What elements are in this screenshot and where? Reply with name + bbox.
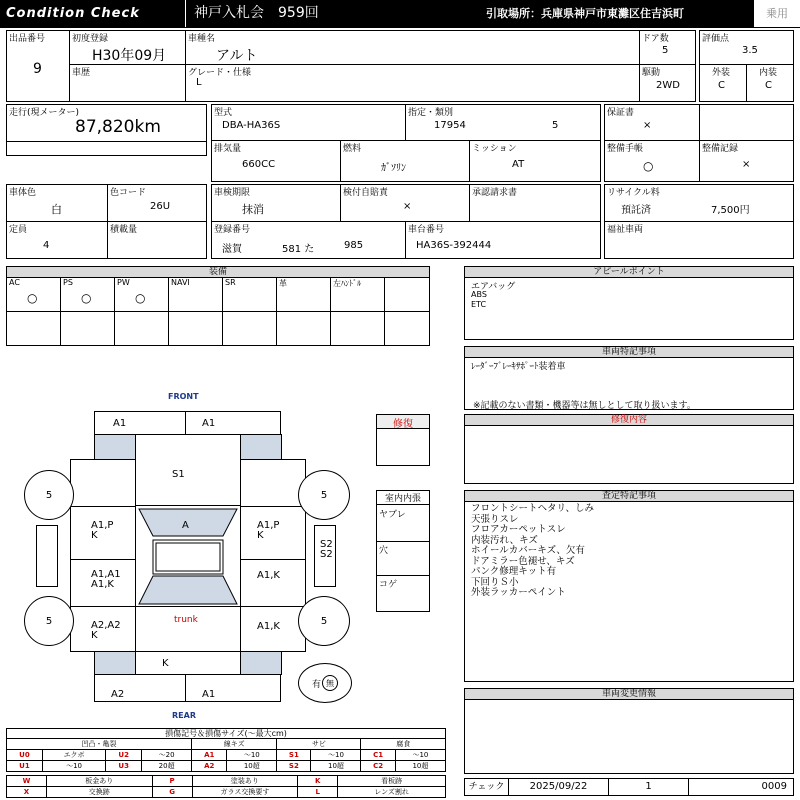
legend-group-dent: 凹凸・亀裂 [7, 739, 192, 750]
legend-desc: 20超 [142, 761, 192, 772]
warranty-value: × [643, 120, 652, 131]
history-label: 車歴 [72, 68, 91, 78]
equipment-cell [169, 278, 223, 311]
welfare-box [604, 221, 794, 259]
load-label: 積載量 [110, 225, 138, 235]
legend-code: L [298, 787, 338, 798]
exterior-box [699, 64, 747, 102]
first-reg-box [69, 30, 186, 65]
legend-row-1 [7, 750, 446, 761]
left-front-door-code-2: K [91, 530, 98, 541]
capacity-label: 定員 [9, 225, 28, 235]
equipment-blank-cell [7, 312, 61, 345]
recycle-status: 預託済 [621, 205, 651, 216]
doors-box [639, 30, 696, 65]
lot-box [6, 30, 70, 102]
interior-divider-2 [377, 575, 429, 576]
fuel-value: ｶﾞｿﾘﾝ [381, 163, 406, 174]
legend-group-rust: サビ [277, 739, 361, 750]
legend-desc: エクボ [42, 750, 105, 761]
right-front-door-code-2: K [257, 530, 264, 541]
rear-bumper-right-code: A1 [202, 689, 216, 700]
color-label: 車体色 [9, 188, 37, 198]
legend-code: K [298, 776, 338, 787]
equipment-cell [115, 278, 169, 311]
interior-item-burn: コゲ [379, 580, 398, 590]
trunk-label: trunk [174, 615, 198, 625]
front-bumper-right-code: A1 [202, 418, 216, 429]
appeal-line-3: ETC [471, 300, 487, 309]
left-front-panel [70, 459, 136, 507]
left-front-door [70, 506, 136, 560]
equipment-label: AC [9, 278, 20, 287]
inspection-notes-panel [464, 490, 794, 682]
lot-number: 9 [33, 61, 42, 77]
car-diagram [0, 385, 370, 725]
lot-label: 出品番号 [9, 34, 46, 44]
mileage-value: 87,820km [75, 117, 161, 137]
legend-desc: 看板跡 [338, 776, 446, 787]
interior-title: 室内内張 [377, 491, 429, 505]
legend-desc: 交換跡 [46, 787, 152, 798]
check-number: 0009 [761, 781, 787, 792]
check-count: 1 [609, 779, 689, 795]
cabin [135, 505, 241, 607]
chassis-box [405, 221, 601, 259]
repair-content-panel [464, 414, 794, 484]
interior-divider-1 [377, 541, 429, 542]
equipment-blank-cell [331, 312, 385, 345]
doors-label: ドア数 [642, 34, 669, 44]
tire-front-right: 5 [298, 470, 350, 520]
legend-row-2 [7, 761, 446, 772]
legend-desc: 板金あり [46, 776, 152, 787]
doors-value: 5 [662, 45, 669, 56]
rear-panel-code: K [162, 658, 169, 669]
tire-front-left: 5 [24, 470, 74, 520]
manual-box [604, 140, 700, 182]
inspection-note-line: ドアミラー色褪せ、キズ [471, 555, 575, 567]
roof [153, 540, 223, 574]
plate-label: 登録番号 [214, 225, 251, 235]
equipment-blank-cell [277, 312, 331, 345]
exterior-label: 外装 [712, 68, 731, 78]
roof-side-code-2: S2 [320, 549, 333, 560]
score-label: 評価点 [702, 34, 730, 44]
recycle-fee: 7,500円 [711, 205, 750, 216]
inspection-note-line: フロアカーペットスレ [471, 524, 566, 535]
rear-glass [139, 576, 237, 604]
left-rear-door [70, 559, 136, 607]
legend-code: S1 [277, 750, 311, 761]
legend-desc: ～10 [311, 750, 361, 761]
plate-box [211, 221, 406, 259]
designation-label: 指定・類別 [408, 108, 454, 118]
repair-box-title: 修復 [377, 415, 429, 429]
front-bumper-left-code: A1 [113, 418, 127, 429]
interior-grade-label: 内装 [759, 68, 778, 78]
equipment-cell [331, 278, 385, 311]
legend-row-3 [7, 776, 446, 787]
repair-box [376, 414, 430, 466]
auction-title: 神戸入札会 959回 [186, 0, 466, 27]
front-bumper-left [94, 411, 186, 435]
right-rear-door-code: A1,K [257, 570, 280, 581]
fuel-box [340, 140, 470, 182]
inspection-value: 抹消 [242, 203, 264, 216]
displacement-label: 排気量 [214, 144, 242, 154]
type-value: DBA-HA36S [222, 120, 281, 131]
front-bumper-right [185, 411, 281, 435]
legend-code: W [7, 776, 47, 787]
equipment-value: ○ [27, 291, 38, 305]
trunk-lid [135, 606, 241, 652]
right-front-door [240, 506, 306, 560]
model-name-box [185, 30, 640, 65]
maintenance-value: × [742, 159, 751, 170]
chassis-label: 車台番号 [408, 225, 445, 235]
pickup-location: 引取場所：兵庫県神戸市東灘区住吉浜町 [466, 0, 754, 27]
plate-class: 581 た [282, 244, 315, 255]
approval-box [469, 184, 601, 222]
maintenance-box [699, 140, 794, 182]
left-quarter-code-2: K [91, 630, 98, 641]
inspection-notes-list [471, 504, 594, 599]
grade-value: L [196, 77, 202, 88]
left-headlight [95, 435, 135, 459]
color-code-label: 色コード [110, 188, 147, 198]
equipment-blank-cell [169, 312, 223, 345]
right-quarter [240, 606, 306, 652]
legend-group-row [7, 739, 446, 750]
windshield-code: A [182, 520, 189, 531]
equipment-row-blank [7, 312, 429, 345]
approval-label: 承認請求書 [472, 188, 518, 198]
color-code-box [107, 184, 207, 222]
equipment-cell [277, 278, 331, 311]
score-value: 3.5 [742, 45, 758, 56]
welfare-label: 福祉車両 [607, 225, 644, 235]
equipment-panel [6, 266, 430, 346]
interior-panel [376, 490, 430, 612]
legend-desc: 10超 [395, 761, 445, 772]
appeal-line-1: エアバッグ [471, 282, 516, 292]
class-value: 5 [552, 120, 559, 131]
equipment-blank-cell [223, 312, 277, 345]
interior-grade-box [746, 64, 794, 102]
color-box [6, 184, 108, 222]
first-reg-label: 初度登録 [72, 34, 109, 44]
equipment-blank-cell [115, 312, 169, 345]
equipment-title: 装備 [7, 267, 429, 278]
interior-grade-value: C [765, 80, 772, 91]
left-front-door-code: A1,P [91, 520, 114, 531]
spare-tire-symbol: 無 [322, 675, 338, 691]
left-quarter [70, 606, 136, 652]
change-info-panel [464, 688, 794, 774]
equipment-label: SR [225, 278, 236, 287]
legend-title: 損傷記号＆損傷サイズ(～最大cm) [6, 728, 446, 738]
manual-value: ○ [643, 159, 654, 173]
tire-rear-left: 5 [24, 596, 74, 646]
legend-code: X [7, 787, 47, 798]
inspection-label: 車検期限 [214, 188, 251, 198]
drive-value: 2WD [656, 80, 680, 91]
legend-code: A1 [192, 750, 227, 761]
check-row [464, 778, 794, 796]
legend-code: C2 [361, 761, 395, 772]
mission-label: ミッション [472, 144, 517, 154]
equipment-cell [61, 278, 115, 311]
left-taillight [95, 652, 135, 674]
check-label: チェック [465, 779, 509, 795]
mission-box [469, 140, 601, 182]
inspection-note-line: 下回りＳ小 [471, 576, 519, 588]
equipment-label: NAVI [171, 278, 190, 287]
load-box [107, 221, 207, 259]
mileage-box [6, 104, 207, 156]
mileage-label: 走行(現メーター) [9, 108, 80, 118]
legend-desc: レンズ割れ [338, 787, 446, 798]
special-notes-disclaimer: ※記載のない書類・機器等は無しとして取り扱います。 [473, 401, 696, 411]
fuel-label: 燃料 [343, 144, 362, 154]
equipment-label: 左ﾊﾝﾄﾞﾙ [333, 279, 361, 288]
mileage-divider [7, 141, 206, 142]
legend-group-corrosion: 腐食 [361, 739, 446, 750]
legend-desc: ～10 [42, 761, 105, 772]
rear-bumper-right [185, 674, 281, 702]
special-notes-title: 車両特記事項 [465, 347, 793, 358]
legend-desc: ～10 [395, 750, 445, 761]
exterior-value: C [718, 80, 725, 91]
warranty-box [604, 104, 700, 141]
legend-code: S2 [277, 761, 311, 772]
right-taillight [241, 652, 281, 674]
chassis-value: HA36S-392444 [416, 240, 492, 251]
legend-group-scratch: 線キズ [192, 739, 277, 750]
left-sill [36, 525, 58, 587]
legend-desc: ～10 [227, 750, 277, 761]
rear-bumper-left [94, 674, 186, 702]
right-front-panel [240, 459, 306, 507]
legend-desc: ～20 [142, 750, 192, 761]
legend-desc: ガラス交換要す [192, 787, 298, 798]
appeal-panel [464, 266, 794, 340]
legend-table-2 [6, 775, 446, 798]
legend-table [6, 738, 446, 772]
legend-desc: 10超 [227, 761, 277, 772]
legend-desc: 塗装あり [192, 776, 298, 787]
appeal-title: アピールポイント [465, 267, 793, 278]
spare-tire [298, 663, 352, 703]
spare-tire-label: 有 [311, 679, 321, 690]
header-bar [0, 0, 800, 28]
equipment-cell [223, 278, 277, 311]
designation-box [405, 104, 601, 141]
rear-panel [135, 651, 241, 675]
inspection-note-line: パンク修理キット有 [471, 566, 557, 577]
change-info-title: 車両変更情報 [465, 689, 793, 700]
left-quarter-code: A2,A2 [91, 620, 121, 631]
legend-code: U0 [7, 750, 43, 761]
model-name-value: アルト [216, 48, 258, 64]
check-date: 2025/09/22 [509, 779, 609, 795]
plate-number: 985 [344, 240, 364, 251]
color-code-value: 26U [150, 201, 171, 212]
inspection-note-line: フロントシートヘタリ、しみ [471, 503, 595, 514]
right-quarter-code: A1,K [257, 621, 280, 632]
roof-side-code: S2 [320, 539, 333, 550]
inspection-box [211, 184, 341, 222]
right-sill [314, 525, 336, 587]
plate-region: 滋賀 [222, 244, 242, 255]
right-rear-door [240, 559, 306, 607]
right-headlight [241, 435, 281, 459]
history-box [69, 64, 186, 102]
maintenance-label: 整備記録 [702, 144, 739, 154]
drive-label: 駆動 [642, 68, 661, 78]
insurance-value: × [403, 201, 412, 212]
interior-item-hole: 穴 [379, 546, 389, 556]
legend-code: U1 [7, 761, 43, 772]
special-notes-panel [464, 346, 794, 410]
left-rear-door-code: A1,A1 [91, 569, 121, 580]
legend-code: G [152, 787, 192, 798]
warranty-blank-box [699, 104, 794, 141]
grade-label: グレード・仕様 [188, 68, 252, 78]
displacement-value: 660CC [242, 159, 276, 170]
legend-row-4 [7, 787, 446, 798]
special-notes-line: ﾚｰﾀﾞｰﾌﾞﾚｰｷｻﾎﾟｰﾄ装着車 [471, 362, 566, 372]
inspection-note-line: ホイールカバーキズ、欠有 [471, 545, 585, 556]
score-box [699, 30, 794, 65]
inspection-note-line: 天張りスレ [471, 513, 519, 525]
capacity-value: 4 [43, 240, 50, 251]
hood-code: S1 [172, 469, 185, 480]
legend-code: C1 [361, 750, 395, 761]
equipment-row [7, 278, 429, 312]
type-box [211, 104, 406, 141]
equipment-cell [7, 278, 61, 311]
recycle-box [604, 184, 794, 222]
inspection-note-line: 内装汚れ、キズ [471, 534, 538, 546]
equipment-blank-cell [61, 312, 115, 345]
grade-box [185, 64, 640, 102]
repair-content-title: 修復内容 [465, 415, 793, 426]
equipment-label: PW [117, 278, 130, 287]
appeal-line-2: ABS [471, 290, 487, 299]
capacity-box [6, 221, 108, 259]
displacement-box [211, 140, 341, 182]
legend-code: P [152, 776, 192, 787]
color-value: 白 [51, 203, 62, 216]
designation-value: 17954 [434, 120, 466, 131]
legend-code: U3 [106, 761, 142, 772]
type-label: 型式 [214, 108, 233, 118]
equipment-label: 革 [279, 279, 287, 288]
drive-box [639, 64, 696, 102]
manual-label: 整備手帳 [607, 144, 644, 154]
insurance-label: 検付自賠責 [343, 188, 389, 198]
tire-rear-right: 5 [298, 596, 350, 646]
right-front-door-code: A1,P [257, 520, 280, 531]
condition-check-badge: Condition Check [0, 0, 185, 27]
recycle-label: リサイクル料 [607, 188, 660, 198]
insurance-box [340, 184, 470, 222]
inspection-notes-title: 査定特記事項 [465, 491, 793, 502]
equipment-label: PS [63, 278, 73, 287]
legend-code: A2 [192, 761, 227, 772]
rear-label: REAR [172, 711, 196, 720]
inspection-note-line: 外装ラッカーペイント [471, 587, 566, 598]
category-label: 乗用 [766, 7, 788, 20]
equipment-value: ○ [135, 291, 146, 305]
front-label: FRONT [168, 392, 199, 401]
legend-code: U2 [106, 750, 142, 761]
mission-value: AT [512, 159, 525, 170]
warranty-label: 保証書 [607, 108, 635, 118]
left-rear-door-code-2: A1,K [91, 579, 114, 590]
equipment-value: ○ [81, 291, 92, 305]
damage-legend [6, 728, 446, 798]
model-name-label: 車種名 [188, 34, 216, 44]
interior-item-tear: ヤブレ [379, 510, 406, 520]
rear-bumper-left-code: A2 [111, 689, 125, 700]
first-reg-value: H30年09月 [92, 48, 167, 64]
hood [135, 434, 241, 506]
legend-desc: 10超 [311, 761, 361, 772]
